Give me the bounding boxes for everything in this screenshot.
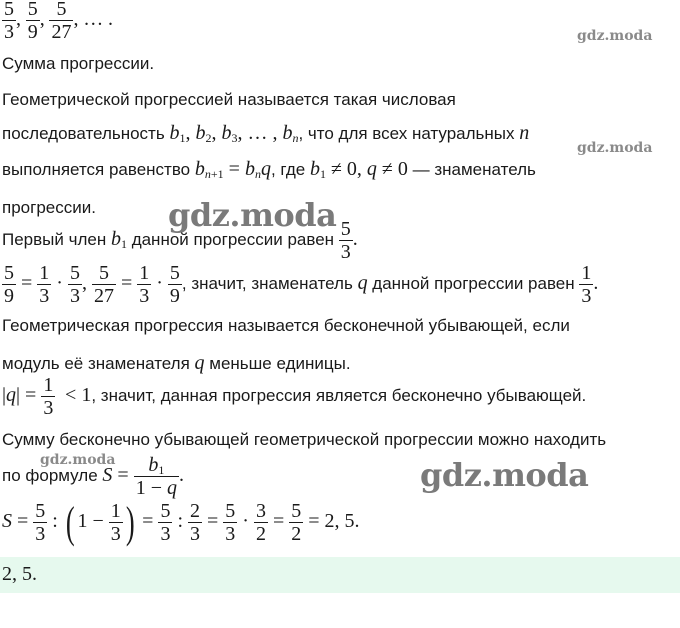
sum-rule-line2: по формуле S = $\frac{b_1}{1 - q}$ . bbox=[2, 454, 184, 499]
first-term-line: Первый член $b_1$ данной прогрессии равен $\frac{5}{3}$ . bbox=[2, 218, 358, 263]
watermark: gdz.moda bbox=[577, 140, 653, 156]
answer-value: 2, 5. bbox=[2, 563, 37, 585]
watermark: gdz.moda bbox=[168, 196, 337, 234]
modulus-line: |q| = $\frac{1}{3}$ < 1, значит, данная прогрессия является бесконечно убывающей. bbox=[2, 374, 587, 419]
infinite-line1: Геометрическая прогрессия называется бесконечной убывающей, если bbox=[2, 316, 570, 335]
sum-calc-line: S = $\frac{5}{3}$ : ( 1 − $\frac{1}{3}$ ) = $\frac{5}{3}$ : $\frac{2}{3}$ = $\frac{5}{3}$ · $\frac{3}{2}$ = $\frac{5}{2}$ = 2, 5. bbox=[2, 497, 360, 547]
watermark: gdz.moda bbox=[40, 452, 116, 468]
definition-line3: выполняется равенство $b_{n+1} = b_nq$, где $b_1 \ne 0$, q ≠ 0 — знаменатель bbox=[2, 158, 536, 181]
definition-line4: прогрессии. bbox=[2, 198, 96, 217]
infinite-line2: модуль её знаменателя q меньше единицы. bbox=[2, 352, 351, 374]
sum-rule-line1: Сумму бесконечно убывающей геометрической прогрессии можно находить bbox=[2, 430, 607, 449]
watermark: gdz.moda bbox=[577, 28, 653, 44]
watermark: gdz.moda bbox=[420, 456, 589, 494]
ratio-line: $\frac{5}{9}$ = $\frac{1}{3}$ · $\frac{5}{3}$ , $\frac{5}{27}$ = $\frac{1}{3}$ · $\frac{5}{9}$ , значит, знаменатель q данной прогрессии равен $\frac{1}{3}$ . bbox=[4, 262, 599, 307]
definition-line1: Геометрической прогрессией называется такая числовая bbox=[2, 90, 456, 109]
heading: Сумма прогрессии. bbox=[2, 54, 155, 73]
definition-line2: последовательность $b_1$, $b_2$, $b_3$, … , $b_n$, что для всех натуральных n bbox=[2, 122, 530, 145]
answer-box bbox=[0, 557, 680, 593]
sequence-line: $\frac{5}{3}$ , $\frac{5}{9}$ , $\frac{5}{27}$ , … . bbox=[4, 0, 113, 43]
